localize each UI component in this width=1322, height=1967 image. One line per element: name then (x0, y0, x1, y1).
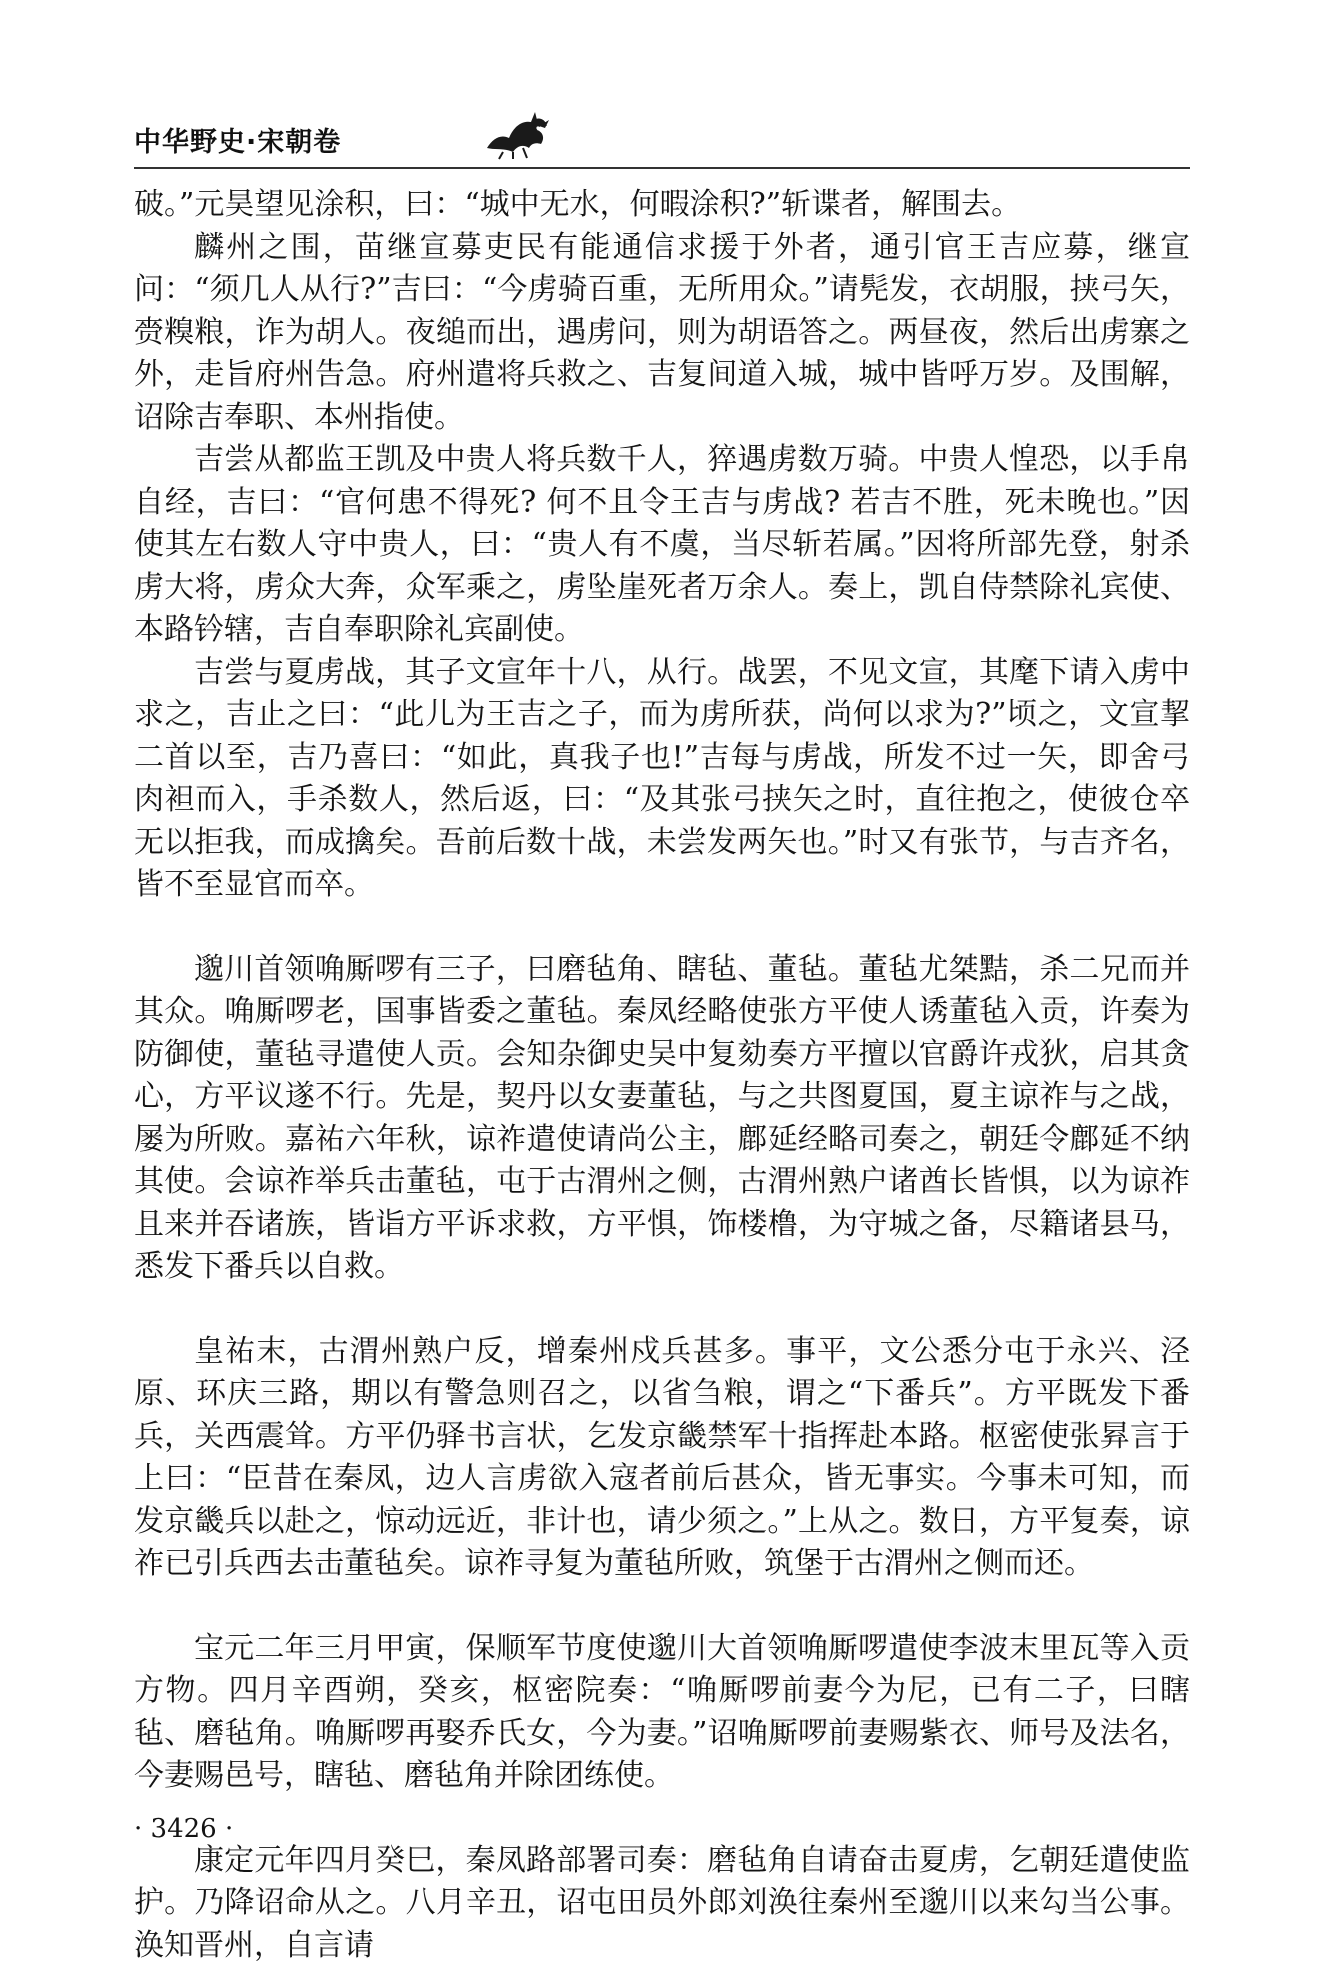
main-text (134, 184, 1190, 1967)
header-rule (134, 167, 1190, 169)
paragraph: 吉尝与夏虏战，其子文宣年十八，从行。战罢，不见文宣，其麾下请入虏中求之，吉止之曰：“此儿为王吉之子，而为虏所获，尚何以求为?”顷之，文宣挈二首以至，吉乃喜曰：“如此，真我子也!”吉每与虏战，所发不过一矢，即舍弓肉袒而入，手杀数人，然后返，曰：“及其张弓挟矢之时，直往抱之，使彼仓卒无以拒我，而成擒矣。吾前后数十战，未尝发两矢也。”时又有张节，与吉齐名，皆不至显官而卒。 (134, 652, 1190, 907)
page-number: · 3426 · (134, 1814, 233, 1844)
paragraph: 皇祐末，古渭州熟户反，增秦州戍兵甚多。事平，文公悉分屯于永兴、泾原、环庆三路，期以有警急则召之，以省刍粮，谓之“下番兵”。方平既发下番兵，关西震耸。方平仍驿书言状，乞发京畿禁军十指挥赴本路。枢密使张昪言于上曰：“臣昔在秦凤，边人言虏欲入寇者前后甚众，皆无事实。今事未可知，而发京畿兵以赴之，惊动远近，非计也，请少须之。”上从之。数日，方平复奏，谅祚已引兵西去击董毡矣。谅祚寻复为董毡所败，筑堡于古渭州之侧而还。 (134, 1331, 1190, 1586)
paragraph: 吉尝从都监王凯及中贵人将兵数千人，猝遇虏数万骑。中贵人惶恐，以手帛自经，吉曰：“官何患不得死? 何不且令王吉与虏战? 若吉不胜，死未晚也。”因使其左右数人守中贵人，曰：“贵人有不虞，当尽斩若属。”因将所部先登，射杀虏大将，虏众大奔，众军乘之，虏坠崖死者万余人。奏上，凯自侍禁除礼宾使、本路钤辖，吉自奉职除礼宾副使。 (134, 439, 1190, 652)
paragraph: 邈川首领唃厮啰有三子，曰磨毡角、瞎毡、董毡。董毡尤桀黠，杀二兄而并其众。唃厮啰老，国事皆委之董毡。秦凤经略使张方平使人诱董毡入贡，许奏为防御使，董毡寻遣使人贡。会知杂御史吴中复劾奏方平擅以官爵许戎狄，启其贪心，方平议遂不行。先是，契丹以女妻董毡，与之共图夏国，夏主谅祚与之战，屡为所败。嘉祐六年秋，谅祚遣使请尚公主，鄜延经略司奏之，朝廷令鄜延不纳其使。会谅祚举兵击董毡，屯于古渭州之侧，古渭州熟户诸酋长皆惧，以为谅祚且来并吞诸族，皆诣方平诉求救，方平惧，饰楼橹，为守城之备，尽籍诸县马，悉发下番兵以自救。 (134, 949, 1190, 1289)
paragraph: 破。”元昊望见涂积，曰：“城中无水，何暇涂积?”斩谍者，解围去。 (134, 184, 1190, 227)
dragon-emblem-icon (483, 108, 553, 160)
paragraph: 麟州之围，苗继宣募吏民有能通信求援于外者，通引官王吉应募，继宣问：“须几人从行?”吉曰：“今虏骑百重，无所用众。”请髡发，衣胡服，挟弓矢，赍糗粮，诈为胡人。夜缒而出，遇虏问，则为胡语答之。两昼夜，然后出虏寨之外，走旨府州告急。府州遣将兵救之、吉复间道入城，城中皆呼万岁。及围解，诏除吉奉职、本州指使。 (134, 227, 1190, 440)
paragraph: 康定元年四月癸巳，秦凤路部署司奏：磨毡角自请奋击夏虏，乞朝廷遣使监护。乃降诏命从之。八月辛丑，诏屯田员外郎刘涣往秦州至邈川以来勾当公事。涣知晋州，自言请 (134, 1840, 1190, 1967)
book-title: 中华野史·宋朝卷 (134, 120, 341, 159)
paragraph: 宝元二年三月甲寅，保顺军节度使邈川大首领唃厮啰遣使李波末里瓦等入贡方物。四月辛酉朔，癸亥，枢密院奏：“唃厮啰前妻今为尼，已有二子，曰瞎毡、磨毡角。唃厮啰再娶乔氏女，今为妻。”诏唃厮啰前妻赐紫衣、师号及法名，今妻赐邑号，瞎毡、磨毡角并除团练使。 (134, 1628, 1190, 1798)
